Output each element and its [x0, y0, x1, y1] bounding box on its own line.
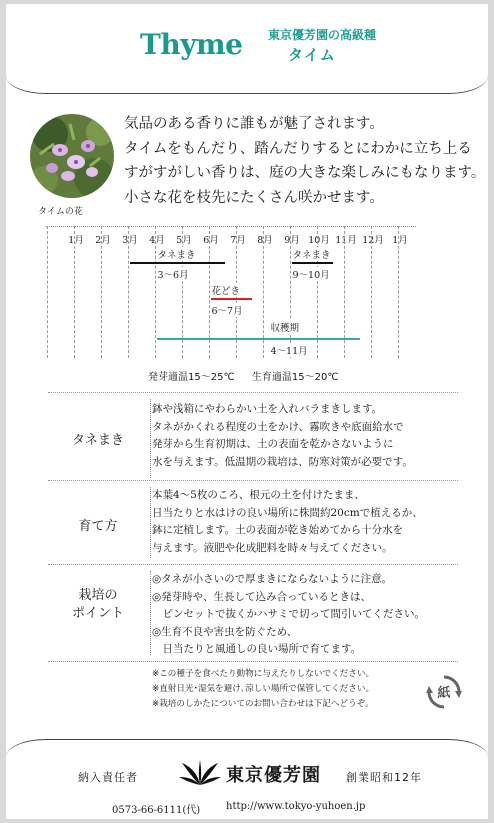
month-label: 6月: [203, 235, 219, 246]
section-label: 育て方: [78, 519, 118, 534]
section-growing: [48, 480, 458, 564]
note-line: ※栽培のしかたについてのお問い合わせは下記へどうぞ。: [152, 699, 374, 709]
recycle-mark-text: 紙: [437, 686, 451, 701]
growth-temp: 生育適温15～20℃: [251, 372, 339, 383]
month-divider: [371, 226, 372, 358]
brand-logo: [178, 759, 338, 787]
section-points: [48, 564, 458, 662]
phone-number: 0573-66-6111(代): [112, 805, 201, 816]
month-label: 1月: [68, 235, 84, 246]
month-label: 5月: [176, 235, 192, 246]
month-divider: [47, 226, 48, 358]
section-line: ◎発芽時や、生長して込み合っているときは、: [152, 590, 371, 603]
brand-tagline: 東京優芳園の高級種: [268, 28, 377, 42]
month-divider: [101, 226, 102, 358]
section-label: タネまき: [71, 433, 124, 448]
temperature-info: [148, 368, 353, 383]
section-line: 本葉4～5枚のころ、根元の土を付けたまま、: [152, 489, 365, 501]
title-english: Thyme: [140, 28, 243, 61]
thyme-flower-icon: [30, 114, 114, 198]
section-divider: [150, 399, 151, 478]
month-divider: [155, 226, 156, 358]
website-url[interactable]: http://www.tokyo-yuhoen.jp: [226, 801, 366, 812]
month-label: 4月: [149, 235, 165, 246]
brand-name: 東京優芳園: [226, 765, 321, 786]
section-line: 水を与えます。低温期の栽培は、防寒対策が必要です。: [152, 455, 413, 468]
section-divider: [150, 487, 151, 558]
month-label: 8月: [257, 235, 273, 246]
founded-year: 創業昭和12年: [346, 771, 422, 784]
period-range: 4～11月: [269, 343, 310, 357]
period-label: タネまき: [291, 247, 333, 261]
thyme-flower-photo: [30, 114, 114, 198]
lead-text: [124, 112, 486, 210]
period-range: 6～7月: [210, 303, 245, 317]
section-line: ピンセットで抜くかハサミで切って間引いてください。: [152, 608, 425, 620]
month-label: 10月: [308, 235, 330, 246]
period-label: タネまき: [156, 247, 198, 261]
month-divider: [398, 226, 399, 358]
section-body: [152, 487, 452, 557]
note-line: ※この種子を食べたり動物に与えたりしないでください。: [152, 669, 375, 679]
section-line: ◎生育不良や害虫を防ぐため、: [152, 625, 298, 638]
section-line: 発芽から生育初期は、土の表面を乾かさないように: [152, 438, 394, 450]
section-line: 与えます。液肥や化成肥料を時々与えてください。: [152, 541, 393, 554]
section-divider: [150, 571, 151, 655]
paper-recycle-icon: [426, 674, 462, 710]
period-bar: [157, 338, 360, 340]
responsible-party: 納入責任者: [78, 771, 138, 784]
brand-leaf-icon: [178, 759, 222, 787]
section-line: 鉢に定植します。土の表面が乾き始めてから十分水を: [152, 524, 404, 536]
period-range: 9～10月: [291, 267, 332, 281]
month-label: 1月: [392, 235, 408, 246]
growing-calendar: [46, 226, 456, 376]
section-label-line: 栽培の: [78, 588, 118, 603]
month-label: 7月: [230, 235, 246, 246]
lead-line: 小さな花を枝先にたくさん咲かせます。: [124, 189, 384, 206]
month-divider: [128, 226, 129, 358]
month-label: 12月: [362, 235, 384, 246]
section-label-line: ポイント: [71, 606, 124, 621]
section-line: 日当たりと水はけの良い場所に株間約20cmで植えるか、: [152, 506, 423, 519]
section-label: [48, 587, 148, 623]
period-bar: [292, 262, 333, 264]
section-body: [152, 401, 452, 471]
period-bar: [130, 262, 225, 264]
month-label: 9月: [284, 235, 300, 246]
month-label: 3月: [122, 235, 138, 246]
section-sowing: [48, 392, 458, 484]
lead-line: すがすがしい香りは、庭の大きな楽しみにもなります。: [124, 165, 486, 181]
period-label: 収穫期: [269, 320, 302, 334]
note-line: ※直射日光･湿気を避け､涼しい場所で保管してください。: [152, 684, 375, 694]
month-label: 11月: [335, 235, 357, 246]
packet-top-flap: [6, 4, 488, 94]
month-divider: [74, 226, 75, 358]
photo-caption: タイムの花: [38, 207, 83, 217]
section-line: ◎タネが小さいので厚まきにならないように注意。: [152, 573, 393, 585]
lead-line: タイムをもんだり、踏んだりするとにわかに立ち上る: [124, 140, 472, 157]
section-line: 鉢や浅箱にやわらかい土を入れバラまきします。: [152, 403, 383, 415]
seed-packet: [6, 4, 488, 819]
period-label: 花どき: [210, 283, 243, 297]
period-bar: [211, 298, 252, 300]
lead-line: 気品のある香りに誰もが魅了されます。: [124, 116, 384, 132]
period-range: 3～6月: [156, 267, 191, 281]
month-label: 2月: [95, 235, 111, 246]
section-body: [152, 571, 452, 659]
section-line: 日当たりと風通しの良い場所で育てます。: [152, 643, 362, 655]
title-japanese: タイム: [288, 46, 336, 64]
germination-temp: 発芽適温15～25℃: [148, 372, 235, 383]
caution-notes: [152, 667, 374, 712]
section-line: タネがかくれる程度の土をかけ、霧吹きや底面給水で: [152, 420, 404, 433]
